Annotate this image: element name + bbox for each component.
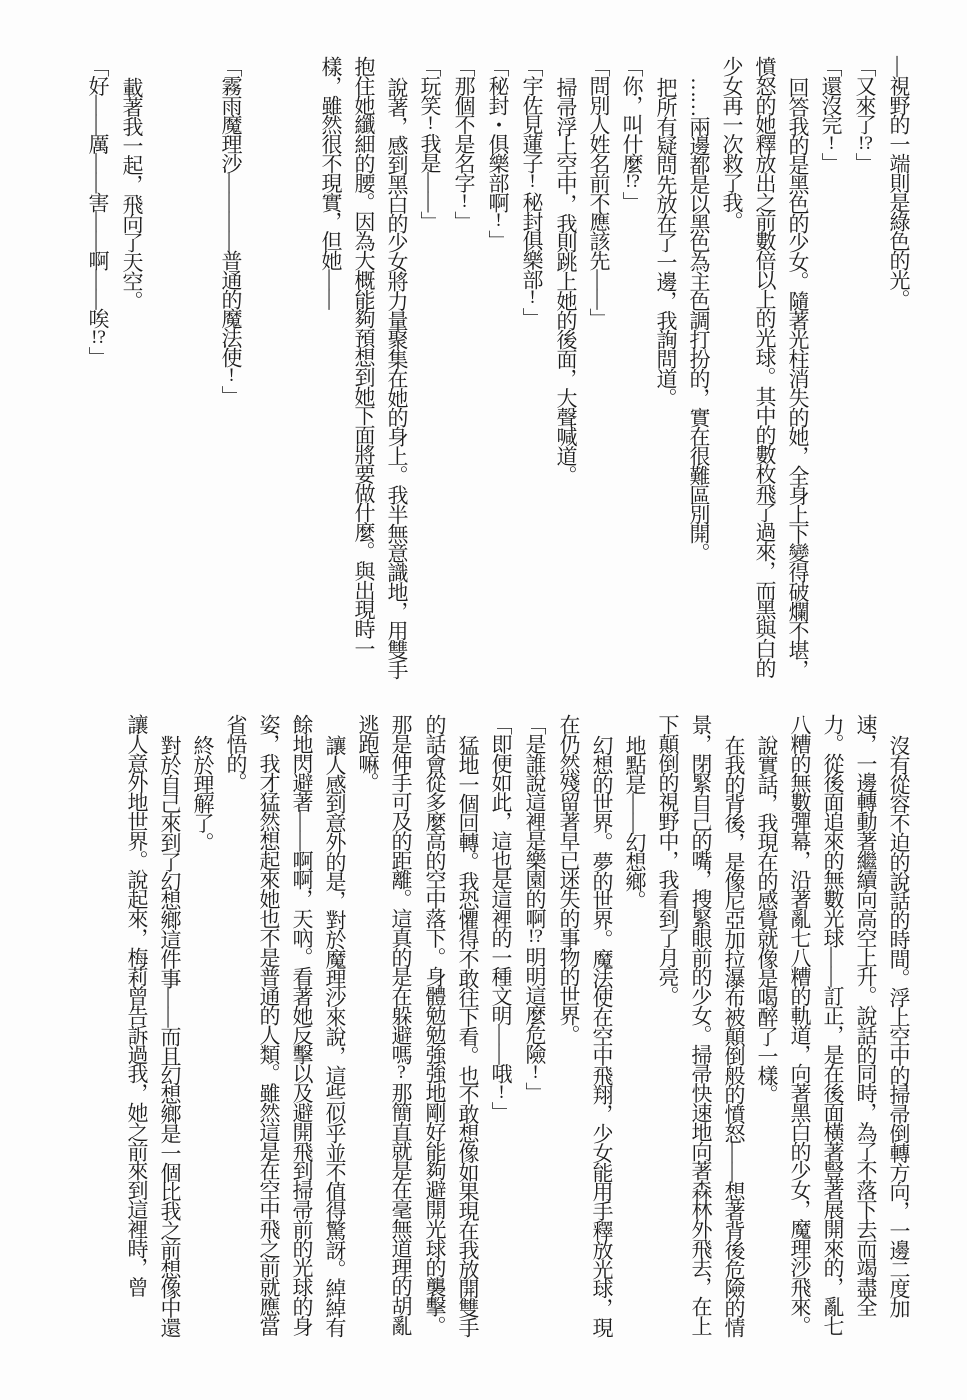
paragraph: 載著我一起，飛向了天空。 [120,77,144,310]
upright-punctuation: ? [397,1063,406,1083]
paragraph: 對於自己來到了幻想鄉這件事——而且幻想鄉是一個比我之前想像中還讓人意外地世界。說起來，梅莉曾告訴過我，她之前來到這裡時，曾 [125,714,182,1337]
blank-line [281,56,314,684]
paragraph: 「你，叫什麼!?」 [620,56,644,211]
paragraph: 「是誰說這裡是樂園的啊!?明明這麼危險!」 [523,714,547,1102]
paragraph: 「那個不是名字!」 [452,56,476,231]
paragraph: 把所有疑問先放在了一邊，我詢問道。 [654,77,678,407]
paragraph: 說著，感到黑白的少女將力量聚集在她的身上。我半無意識地，用雙手抱住她纖細的腰。因為大概能夠預想到她下面將要做什麼。與出現時一樣，雖然很不現實，但她—— [319,56,409,679]
upright-punctuation: ! [828,133,835,153]
paragraph: 地點是——幻想鄉。 [623,735,647,910]
bottom-text-block [65,714,915,1346]
paragraph: 「即便如此，這也是這裡的一種文明——哦!」 [489,714,513,1122]
paragraph: 在我的背後，是像尼亞加拉瀑布被顛倒般的憤怒——想著背後危險的情景，閉緊自己的嘴，搜緊眼前的少女。掃帚快速地向著森林外飛去，在上下顛倒的視野中，我看到了月亮。 [656,714,746,1337]
paragraph: 「玩笑!我是——」 [418,56,442,231]
upright-punctuation: !? [858,133,873,153]
blank-line [181,56,214,684]
upright-punctuation: !? [91,327,106,347]
upright-punctuation: ! [495,211,502,231]
paragraph: 沒有從容不迫的說話的時間。浮上空中的掃帚倒轉方向，一邊二度加速，一邊轉動著繼續向高空上升。說話的同時，為了不落下去而竭盡全力。從後面追來的無數光球——訂正，是在後面橫著豎著展開來的，亂七八糟的無數彈幕，沿著亂七八糟的軌道，向著黑白的少女，魔理沙飛來。 [788,714,911,1335]
upright-punctuation: !? [528,927,543,947]
paragraph: 掃帚浮上空中，我則跳上她的後面，大聲喊道。 [554,77,578,485]
upright-punctuation: ! [498,1082,505,1102]
paragraph: —視野的一端則是綠色的光。 [887,56,911,309]
upright-punctuation: ! [529,288,536,308]
paragraph: 「問別人姓名前不應該先——」 [587,56,611,328]
paragraph: 回答我的是黑色的少女。隨著光柱消失的她，全身上下變得破爛不堪，憤怒的她釋放出之前數倍以上的光球。其中的數枚飛了過來，而黑與白的少女再一次救了我。 [720,56,810,679]
blank-line [148,56,181,684]
upright-punctuation: !? [625,172,640,192]
top-text-block [65,56,915,684]
paragraph: 幻想的世界。夢的世界。魔法使在空中飛翔，少女能用手釋放光球，現在仍然殘留著早已迷失的事物的世界。 [557,714,614,1337]
paragraph: 「秘封・俱樂部啊!」 [486,56,510,250]
upright-punctuation: ! [427,114,434,134]
paragraph: 「還沒完!」 [819,56,843,173]
paragraph: 「好——厲——害——啊——唉!?」 [86,56,110,367]
paragraph: ……兩邊都是以黑色為主色調打扮的，實在很難區別開。 [687,77,711,563]
paragraph: 讓人感到意外的是，對於魔理沙來說，這些似乎並不值得驚訝。綽綽有餘地閃避著——啊啊，天吶。看著她反擊以及避開飛到掃帚前的光球的身姿，我才猛然想起來她也不是普通的人類。雖然這是在空中飛之前就應當省悟的。 [224,714,347,1337]
blank-line [248,56,281,684]
paragraph: 終於理解了。 [191,735,215,852]
paragraph: 「霧雨魔理沙————普通的魔法使!」 [219,56,243,405]
upright-punctuation: ! [228,366,235,386]
paragraph: 「宇佐見蓮子!秘封俱樂部!」 [520,56,544,327]
upright-punctuation: ! [532,1062,539,1082]
paragraph: 猛地一個回轉。我恐懼得不敢往下看。也不敢想像如果現在我放開雙手的話會從多麼高的空中落下。身體勉勉強強地剛好能夠避開光球的襲擊。那是伸手可及的距離。這真的是在躲避嗎?那簡直就是在毫無道理的胡亂逃跑嘛。 [356,714,480,1337]
paragraph: 說實話，我現在的感覺就像是喝醉了一樣。 [755,735,779,1104]
upright-punctuation: ! [529,172,536,192]
upright-punctuation: ! [461,191,468,211]
paragraph: 「又來了!?」 [853,56,877,173]
